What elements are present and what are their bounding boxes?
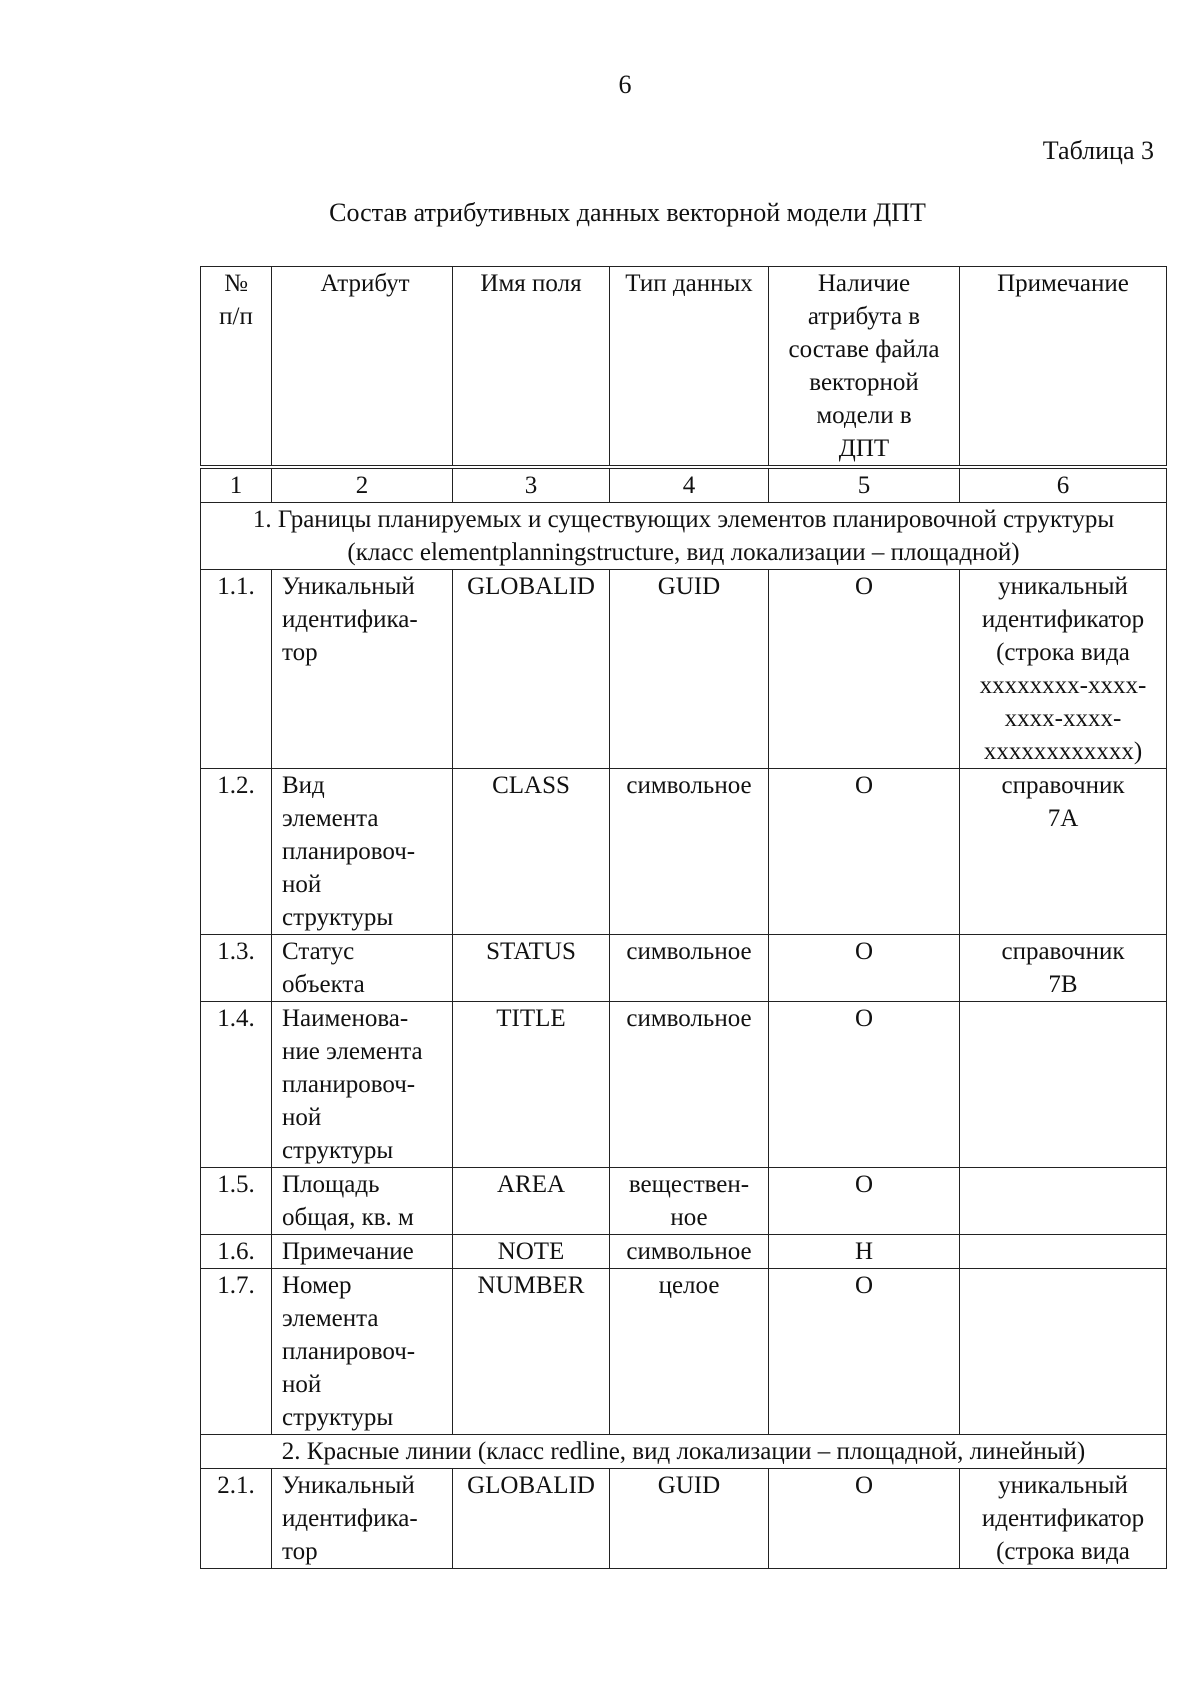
row-presence: О — [769, 769, 960, 935]
row-field: NOTE — [453, 1235, 610, 1269]
table-row — [201, 570, 1167, 769]
column-number: 4 — [610, 467, 769, 503]
table-row — [201, 1469, 1167, 1569]
column-number: 1 — [201, 467, 272, 503]
row-presence: Н — [769, 1235, 960, 1269]
column-numbers-row — [201, 467, 1167, 503]
header-attribute: Атрибут — [272, 267, 453, 468]
row-field: AREA — [453, 1168, 610, 1235]
row-type: символьное — [610, 769, 769, 935]
row-field: CLASS — [453, 769, 610, 935]
row-attribute: Статус объекта — [272, 935, 453, 1002]
row-type: символьное — [610, 935, 769, 1002]
column-number: 6 — [960, 467, 1167, 503]
table-row — [201, 1002, 1167, 1168]
row-attribute: Площадь общая, кв. м — [272, 1168, 453, 1235]
row-number: 1.4. — [201, 1002, 272, 1168]
row-attribute: Уникальный идентифика- тор — [272, 570, 453, 769]
row-note: справочник 7А — [960, 769, 1167, 935]
column-number: 5 — [769, 467, 960, 503]
row-note — [960, 1235, 1167, 1269]
row-attribute: Вид элемента планировоч- ной структуры — [272, 769, 453, 935]
row-presence: О — [769, 1002, 960, 1168]
row-number: 1.2. — [201, 769, 272, 935]
header-data-type: Тип данных — [610, 267, 769, 468]
row-number: 1.5. — [201, 1168, 272, 1235]
table-title: Состав атрибутивных данных векторной модели ДПТ — [329, 198, 926, 227]
row-type: символьное — [610, 1235, 769, 1269]
row-number: 1.7. — [201, 1269, 272, 1435]
row-note: уникальный идентификатор (строка вида xxxxxxxx-xxxx- xxxx-xxxx- xxxxxxxxxxxx) — [960, 570, 1167, 769]
row-type: символьное — [610, 1002, 769, 1168]
table-row — [201, 1235, 1167, 1269]
row-presence: О — [769, 935, 960, 1002]
page-number: 6 — [618, 70, 632, 99]
row-note: справочник 7В — [960, 935, 1167, 1002]
row-note: уникальный идентификатор (строка вида — [960, 1469, 1167, 1569]
row-presence: О — [769, 1469, 960, 1569]
row-attribute: Уникальный идентифика- тор — [272, 1469, 453, 1569]
table-row — [201, 1269, 1167, 1435]
row-field: STATUS — [453, 935, 610, 1002]
row-field: GLOBALID — [453, 1469, 610, 1569]
row-number: 1.1. — [201, 570, 272, 769]
table-row — [201, 1168, 1167, 1235]
table-row — [201, 935, 1167, 1002]
row-field: TITLE — [453, 1002, 610, 1168]
table-label: Таблица 3 — [1042, 136, 1154, 165]
header-presence: Наличие атрибута в составе файла векторной модели в ДПТ — [769, 267, 960, 468]
row-attribute: Наименова- ние элемента планировоч- ной структуры — [272, 1002, 453, 1168]
row-note — [960, 1269, 1167, 1435]
row-number: 1.6. — [201, 1235, 272, 1269]
row-note — [960, 1168, 1167, 1235]
column-number: 2 — [272, 467, 453, 503]
row-number: 2.1. — [201, 1469, 272, 1569]
header-note: Примечание — [960, 267, 1167, 468]
row-note — [960, 1002, 1167, 1168]
row-number: 1.3. — [201, 935, 272, 1002]
row-presence: О — [769, 570, 960, 769]
section-title: 1. Границы планируемых и существующих элементов планировочной структуры (класс elementplanningstructure, вид локализации – площадной) — [201, 503, 1167, 570]
row-presence: О — [769, 1269, 960, 1435]
section-title: 2. Красные линии (класс redline, вид локализации – площадной, линейный) — [201, 1435, 1167, 1469]
header-field-name: Имя поля — [453, 267, 610, 468]
column-number: 3 — [453, 467, 610, 503]
row-presence: О — [769, 1168, 960, 1235]
header-number: № п/п — [201, 267, 272, 468]
row-field: NUMBER — [453, 1269, 610, 1435]
row-field: GLOBALID — [453, 570, 610, 769]
row-type: GUID — [610, 1469, 769, 1569]
row-type: GUID — [610, 570, 769, 769]
row-attribute: Примечание — [272, 1235, 453, 1269]
table-header-row — [201, 267, 1167, 468]
attributes-table — [200, 266, 1167, 1569]
section-row — [201, 503, 1167, 570]
row-type: веществен- ное — [610, 1168, 769, 1235]
row-type: целое — [610, 1269, 769, 1435]
table-row — [201, 769, 1167, 935]
row-attribute: Номер элемента планировоч- ной структуры — [272, 1269, 453, 1435]
section-row — [201, 1435, 1167, 1469]
